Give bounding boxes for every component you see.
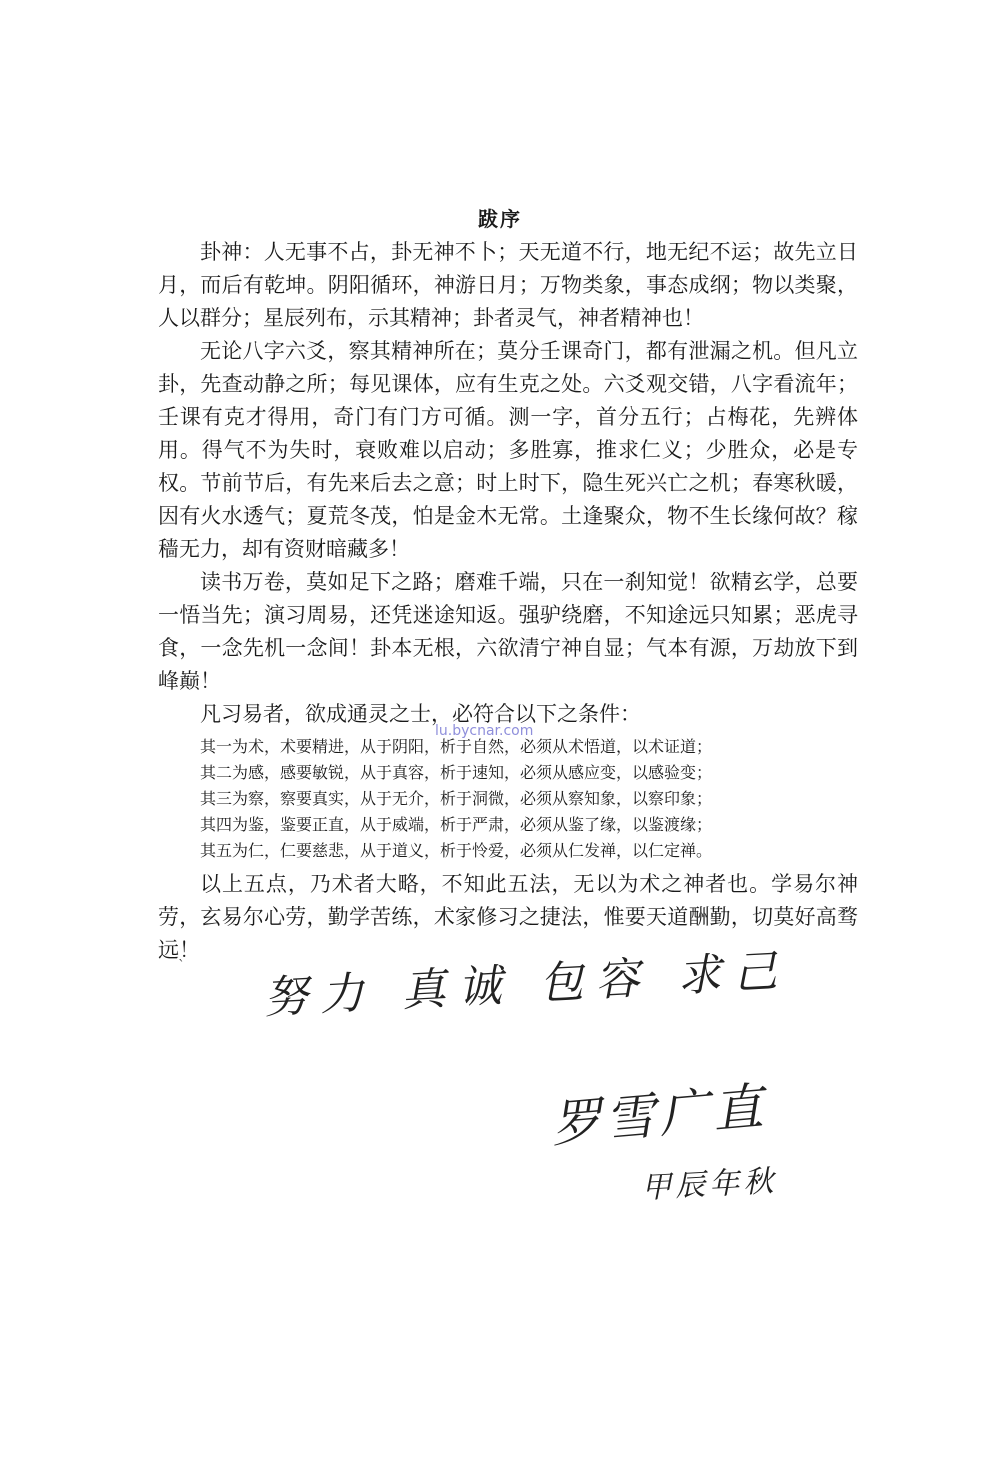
body-text (158, 236, 858, 967)
watermark: lu.bycnar.com (435, 723, 534, 739)
closing-paragraph: 以上五点，乃术者大略，不知此五法，无以为术之神者也。学易尔神劳，玄易尔心劳，勤学苦练，术家修习之捷法，惟要天道酬勤，切莫好高骛远！ (158, 872, 858, 962)
signature-name: 罗雪广直 (548, 1077, 770, 1154)
signature-date: 甲辰年秋 (640, 1163, 779, 1206)
condition-item-2: 其二为感，感要敏锐，从于真容，析于速知，必须从感应变，以感验变； (200, 763, 713, 782)
paragraph-1: 卦神：人无事不占，卦无神不卜；天无道不行，地无纪不运；故先立日月，而后有乾坤。阴阳循环，神游日月；万物类象，事态成纲；物以类聚，人以群分；星辰列布，示其精神；卦者灵气，神者精神也！ (158, 240, 858, 330)
conditions-list (158, 734, 858, 864)
condition-item-4: 其四为鉴，鉴要正直，从于威端，析于严肃，必须从鉴了缘，以鉴渡缘； (200, 815, 713, 834)
stray-mark: ˋ (178, 958, 185, 974)
page-title: 跋序 (478, 207, 522, 231)
paragraph-3: 读书万卷，莫如足下之路；磨难千端，只在一刹知觉！欲精玄学，总要一悟当先；演习周易，还凭迷途知返。强驴绕磨，不知途远只知累；恶虎寻食，一念先机一念间！卦本无根，六欲清宁神自显；气本有源，万劫放下到峰巅！ (158, 570, 858, 693)
conditions-intro: 凡习易者，欲成通灵之士，必符合以下之条件： (200, 702, 641, 726)
condition-item-3: 其三为察，察要真实，从于无介，析于洞微，必须从察知象，以察印象； (200, 789, 713, 808)
paragraph-2: 无论八字六爻，察其精神所在；莫分壬课奇门，都有泄漏之机。但凡立卦，先查动静之所；每见课体，应有生克之处。六爻观交错，八字看流年；壬课有克才得用，奇门有门方可循。测一字，首分五行；占梅花，先辨体用。得气不为失时，衰败难以启动；多胜寡，推求仁义；少胜众，必是专权。节前节后，有先来后去之意；时上时下，隐生死兴亡之机；春寒秋暖，因有火水透气；夏荒冬茂，怕是金木无常。土逢聚众，物不生长缘何故？稼穑无力，却有资财暗藏多！ (158, 339, 858, 561)
condition-item-1: 其一为术，术要精进，从于阴阳，析于自然，必须从术悟道，以术证道； (200, 737, 713, 756)
condition-item-5: 其五为仁，仁要慈悲，从于道义，析于怜爱，必须从仁发禅，以仁定禅。 (200, 841, 713, 860)
handwritten-motto: 努力 真诚 包容 求己 (262, 945, 791, 1024)
